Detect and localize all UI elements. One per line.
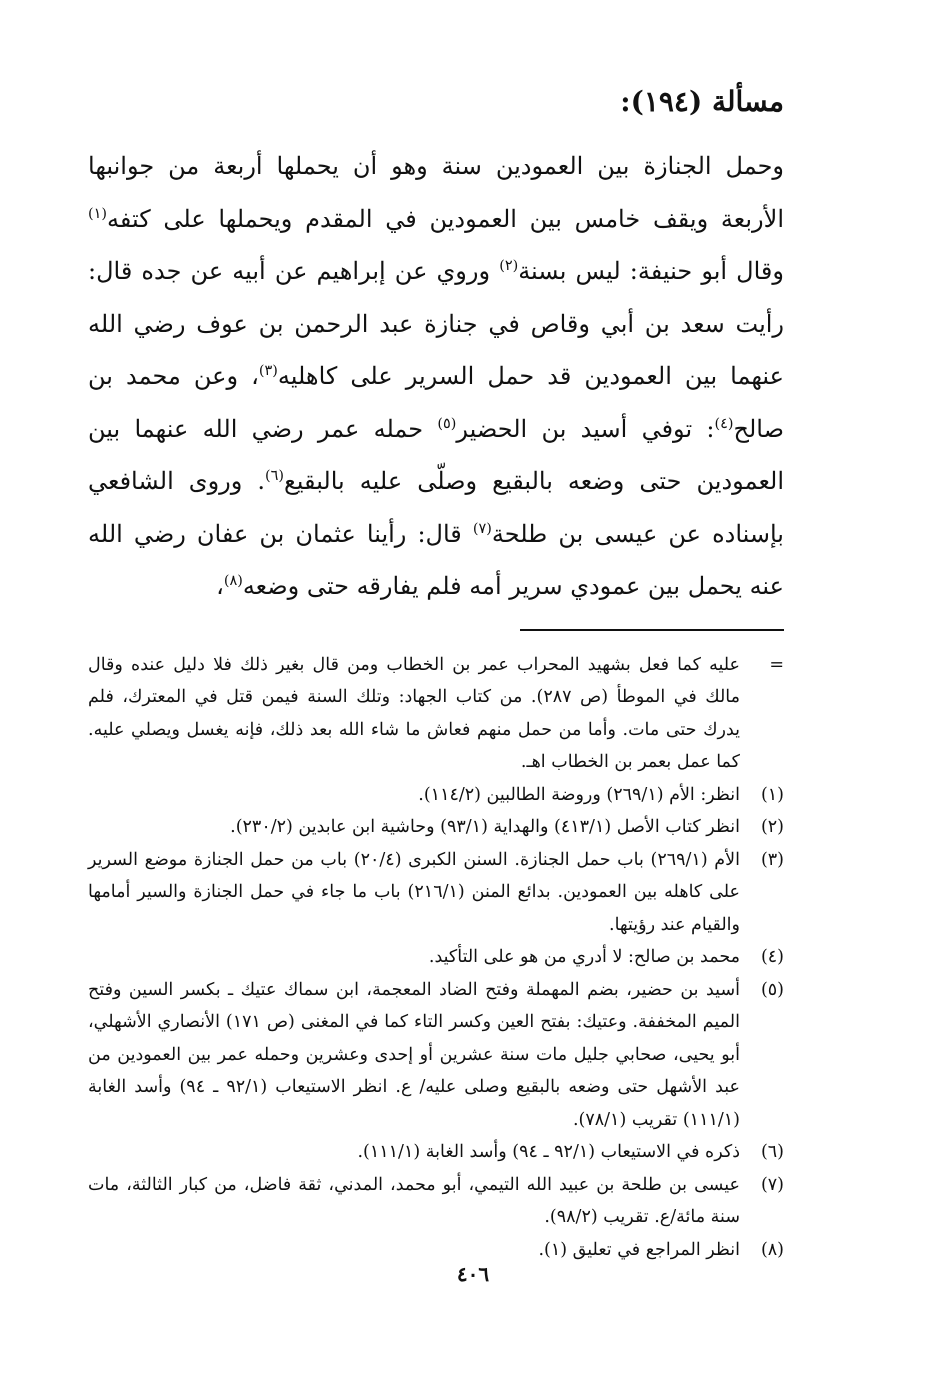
footnote-marker: (٢) [760,817,784,837]
main-text-segment: ، وعن محمد بن صالح [88,362,784,443]
page-content [88,82,784,1266]
footnote-text: أسيد بن حضير، بضم المهملة وفتح الضاد المعجمة، ابن سماك عتيك ـ بكسر السين وفتح الميم المخففة. وعتيك: بفتح العين وكسر التاء كما في المغنى (ص ١٧١) الأنصاري الأشهلي، أبو يحيى، صحابي جليل مات سنة عشرين أو إحدى وعشرين وحمله عمر بين العمودين من عبد الأشهل حتى وضعه بالبقيع وصلى عليه/ ع. انظر الاستيعاب (٩٢/١ ـ ٩٤) وأسد الغابة (١١١/١) تقريب (٧٨/١). [88,979,740,1130]
footnote-text: عيسى بن طلحة بن عبيد الله التيمي، أبو محمد، المدني، ثقة فاضل، من كبار الثالثة، مات سنة مائة/ع. تقريب (٩٨/٢). [88,1174,740,1227]
footnotes [88,649,784,1267]
main-text-segment: حمله عمر رضي الله عنهما بين العمودين حتى وضعه بالبقيع وصلّى عليه بالبقيع [88,414,784,495]
main-text-segment: وقال أبو حنيفة: ليس بسنة [518,257,784,285]
footnote-marker: = [769,654,784,675]
footnote-ref: (٤) [714,415,734,432]
footnote-divider [520,629,784,631]
footnote-marker: (٣) [760,849,784,870]
main-text-segment: : توفي أسيد بن الحضير [456,414,715,443]
main-text-segment: وحمل الجنازة بين العمودين سنة وهو أن يحملها أربعة من جوانبها الأربعة ويقف خامس بين العمودين في المقدم ويحملها على كتفه [88,152,784,233]
footnote-continuation [88,649,784,779]
footnote-ref: (٢) [499,258,519,274]
footnote-3 [88,844,784,942]
main-text-segment: وروي عن إبراهيم عن أبيه عن جده قال: رأيت سعد بن أبي وقاص في جنازة عبد الرحمن بن عوف رضي الله عنهما بين العمودين قد حمل السرير على كاهليه [88,257,784,390]
page-number: ٤٠٦ [456,1262,490,1286]
main-text-segment: ، [216,572,224,600]
main-paragraph [88,140,784,613]
main-text-segment: قال: رأينا عثمان بن عفان رضي الله عنه يحمل بين عمودي سرير أمه فلم يفارقه حتى وضعه [88,519,784,600]
footnote-ref: (٦) [265,468,285,484]
footnote-ref: (٨) [223,573,243,589]
issue-heading: مسألة (١٩٤): [620,85,784,118]
footnote-marker: (٦) [760,1142,784,1162]
footnote-ref: (٥) [437,415,457,432]
footnote-2 [88,811,784,844]
footnote-marker: (١) [760,784,784,805]
footnote-text: انظر: الأم (٢٦٩/١) وروضة الطالبين (١١٤/٢). [418,784,740,805]
footnote-6 [88,1136,784,1169]
footnote-4 [88,941,784,974]
footnote-5 [88,974,784,1137]
footnote-ref: (٣) [258,363,278,379]
footnote-marker: (٧) [760,1174,784,1195]
footnote-text: عليه كما فعل بشهيد المحراب عمر بن الخطاب ومن قال بغير ذلك فلا دليل عنده وقال مالك في الموطأ (ص ٢٨٧). من كتاب الجهاد: وتلك السنة فيمن قتل في المعترك، فلم يدرك حتى مات. وأما من حمل منهم فعاش ما شاء الله بعد ذلك، فإنه يغسل ويصلي عليه. كما عمل بعمر بن الخطاب اهـ. [88,654,741,772]
footnote-text: انظر كتاب الأصل (٤١٣/١) والهداية (٩٣/١) وحاشية ابن عابدين (٢٣٠/٢). [230,817,740,837]
main-text-segment: . وروى الشافعي بإسناده عن عيسى بن طلحة [88,467,784,548]
footnote-text: انظر المراجع في تعليق (١). [538,1239,740,1260]
footnote-marker: (٤) [760,947,784,967]
footnote-text: الأم (٢٦٩/١) باب حمل الجنازة. السنن الكبرى (٢٠/٤) باب من حمل الجنازة موضع السرير على كاهله بين العمودين. بدائع المنن (٢١٦/١) باب ما جاء في حمل الجنازة والسير أمامها والقيام عند رؤيتها. [88,849,740,935]
footnote-marker: (٥) [760,979,784,1000]
footnote-7 [88,1169,784,1234]
footnote-marker: (٨) [760,1239,784,1260]
footnote-ref: (١) [88,205,107,222]
footnote-ref: (٧) [472,520,492,537]
footnote-1 [88,779,784,812]
footnote-text: ذكره في الاستيعاب (٩٢/١ ـ ٩٤) وأسد الغابة (١١١/١). [357,1142,740,1162]
footnote-text: محمد بن صالح: لا أدري من هو على التأكيد. [428,947,740,967]
